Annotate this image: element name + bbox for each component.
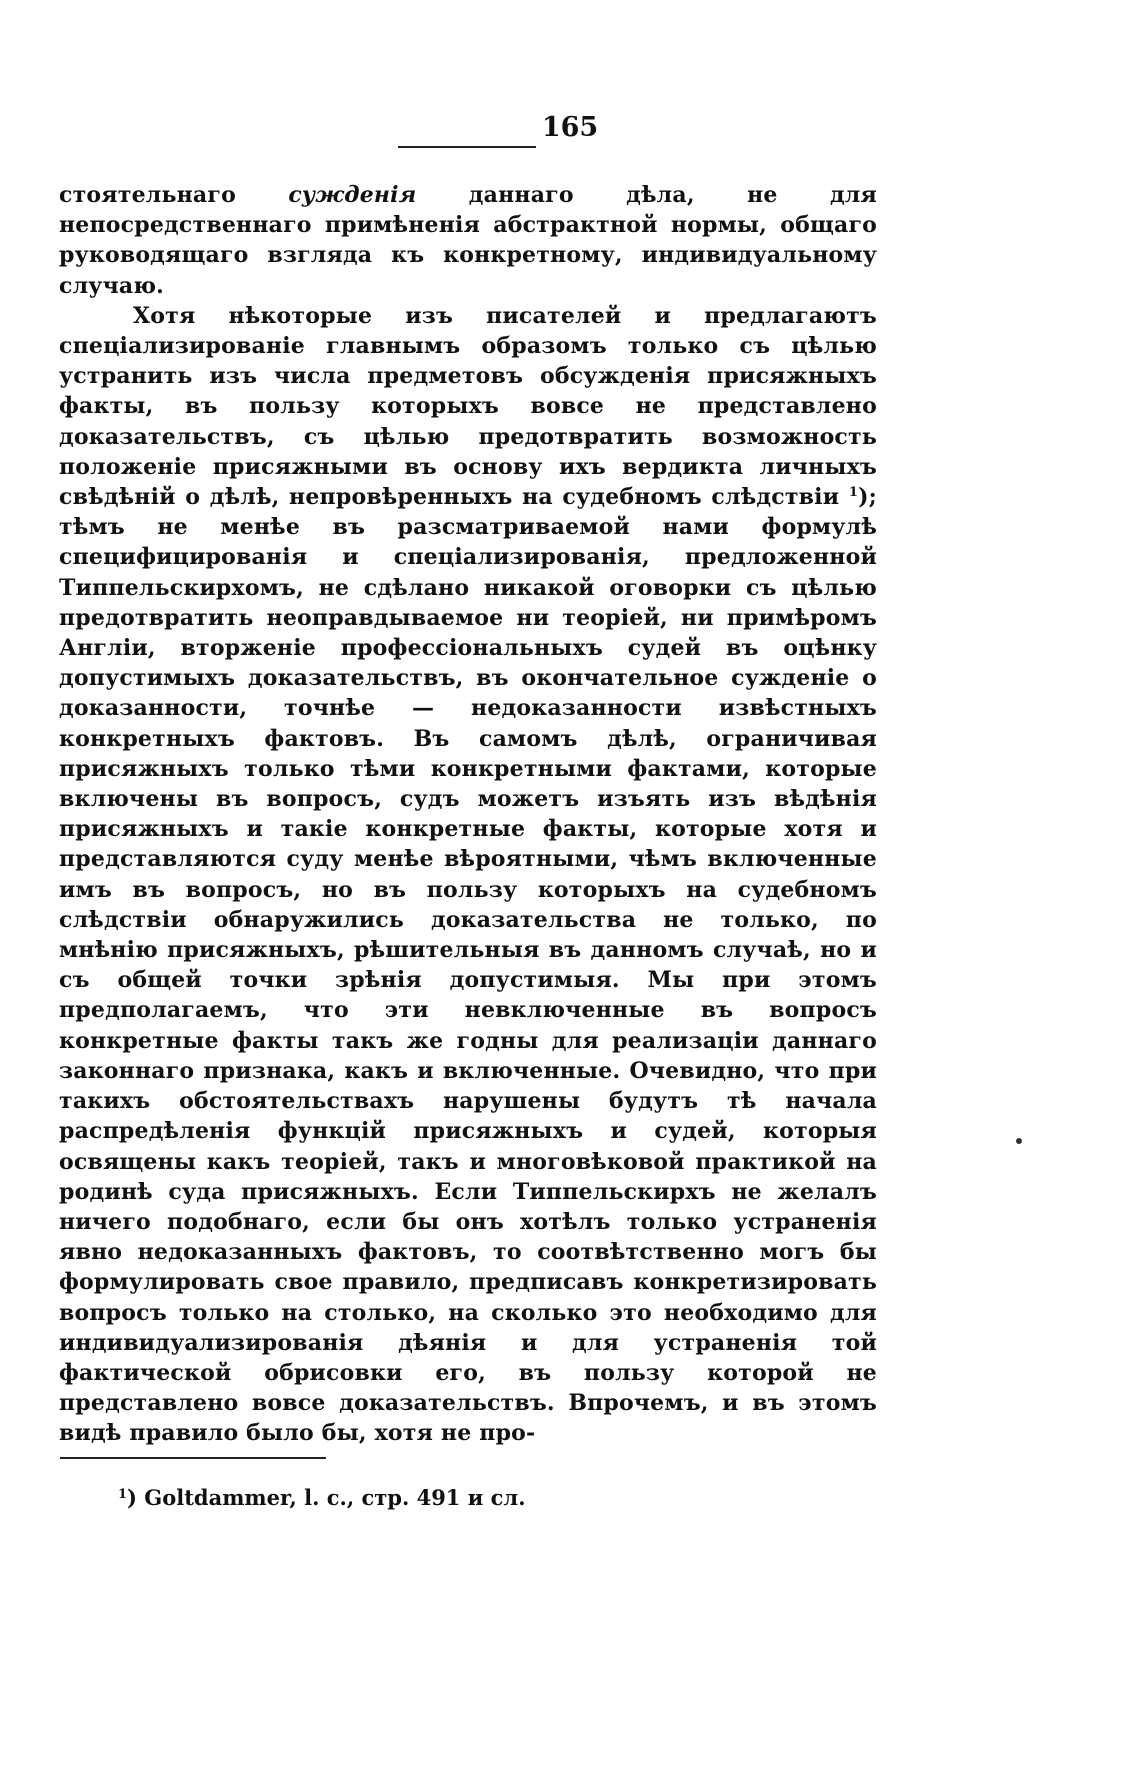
paragraph-text-end: ); тѣмъ не менѣе въ разсматриваемой нами формулѣ специфицированія и спеціализированія, предложенной Типпельскирхомъ, не сдѣлано никакой оговорки съ цѣлью предотвратить неоправдываемое ни теоріей, ни примѣромъ Англіи, вторженіе профессіональныхъ судей въ оцѣнку допустимыхъ доказательствъ, въ окончательное сужденіе о доказанности, точнѣе — недоказанности извѣстныхъ конкретныхъ фактовъ. Въ самомъ дѣлѣ, ограничивая присяжныхъ только тѣми конкретными фактами, которые включены въ вопросъ, судъ можетъ изъять изъ вѣдѣнія присяжныхъ и такіе конкретные факты, которые хотя и представляются суду менѣе вѣроятными, чѣмъ включенные имъ въ вопросъ, но въ пользу которыхъ на судебномъ слѣдствіи обнаружились доказательства не только, по мнѣнію присяжныхъ, рѣшительныя въ данномъ случаѣ, но и съ общей точки зрѣнія допустимыя. Мы при этомъ предполагаемъ, что эти невключенные въ вопросъ конкретные факты такъ же годны для реализаціи даннаго законнаго признака, какъ и включенные. Очевидно, что при такихъ обстоятельствахъ нарушены будутъ тѣ начала распредѣленія функцій присяжныхъ и судей, которыя освящены какъ теоріей, такъ и многовѣковой практикой на родинѣ суда присяжныхъ. Если Типпельскирхъ не желалъ ничего подобнаго, если бы онъ хотѣлъ только устраненія явно недоказанныхъ фактовъ, то соотвѣтственно могъ бы формулировать свое правило, предписавъ конкретизировать вопросъ только на столько, на сколько это необходимо для индивидуализированія дѣянія и для устраненія той фактической обрисовки его, въ пользу которой не представлено вовсе доказательствъ. Впрочемъ, и въ этомъ видѣ правило было бы, хотя не про- <box>59 484 877 1447</box>
continuation-paragraph <box>59 180 877 301</box>
footnote-reference: 1 <box>848 485 859 501</box>
footnote-mark: 1 <box>118 1487 128 1502</box>
continuation-text-start: стоятельнаго <box>59 182 289 208</box>
footnote-text: ) Goltdammer, l. c., стр. 491 и сл. <box>127 1485 526 1510</box>
footnote <box>118 1485 526 1510</box>
body-text <box>59 180 877 1449</box>
paragraph-text-start: Хотя нѣкоторые изъ писателей и предлагаютъ спеціализированіе главнымъ образомъ только съ цѣлью устранить изъ числа предметовъ обсужденія присяжныхъ факты, въ пользу которыхъ вовсе не представлено доказательствъ, съ цѣлью предотвратить возможность положеніе присяжными въ основу ихъ вердикта личныхъ свѣдѣній о дѣлѣ, непровѣренныхъ на судебномъ слѣдствіи <box>59 302 877 511</box>
footnote-divider <box>60 1457 326 1459</box>
page-number: 165 <box>541 112 599 143</box>
continuation-text-end: даннаго дѣла, не для непосредственнаго примѣненія абстрактной нормы, общаго руководящаго взгляда къ конкретному, индивидуальному случаю. <box>59 182 877 299</box>
main-paragraph <box>59 301 877 1449</box>
print-speck <box>1016 1138 1022 1144</box>
page-number-rule <box>398 146 536 148</box>
emphasized-word: сужденія <box>288 182 417 208</box>
